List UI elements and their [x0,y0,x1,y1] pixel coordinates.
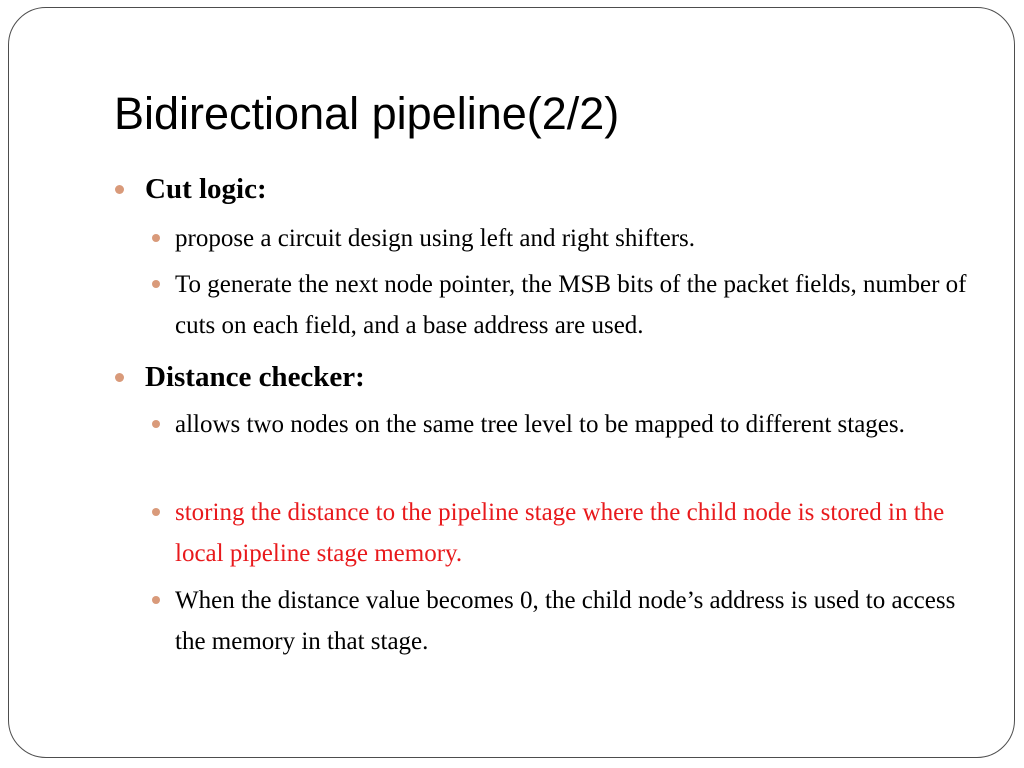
section-heading-cut-logic: Cut logic: [145,173,267,205]
list-item-highlighted: storing the distance to the pipeline stage where the child node is stored in the local pipeline stage memory. [175,499,945,567]
list-item: To generate the next node pointer, the MSB bits of the packet fields, number of cuts on each field, and a base address are used. [175,271,967,339]
list-item: propose a circuit design using left and right shifters. [175,225,696,252]
bullet-dot-icon [152,280,160,288]
bullet-dot-icon [152,234,160,242]
section-heading-distance-checker: Distance checker: [145,361,365,393]
list-item: When the distance value becomes 0, the child node’s address is used to access the memory in that stage. [175,587,956,655]
bullet-dot-icon [152,596,160,604]
bullet-dot-icon [152,508,160,516]
bullet-dot-icon [152,420,160,428]
bullet-dot-icon [115,185,124,194]
slide-title: Bidirectional pipeline(2/2) [114,88,620,139]
list-item: allows two nodes on the same tree level to be mapped to different stages. [175,411,905,438]
bullet-dot-icon [115,373,124,382]
